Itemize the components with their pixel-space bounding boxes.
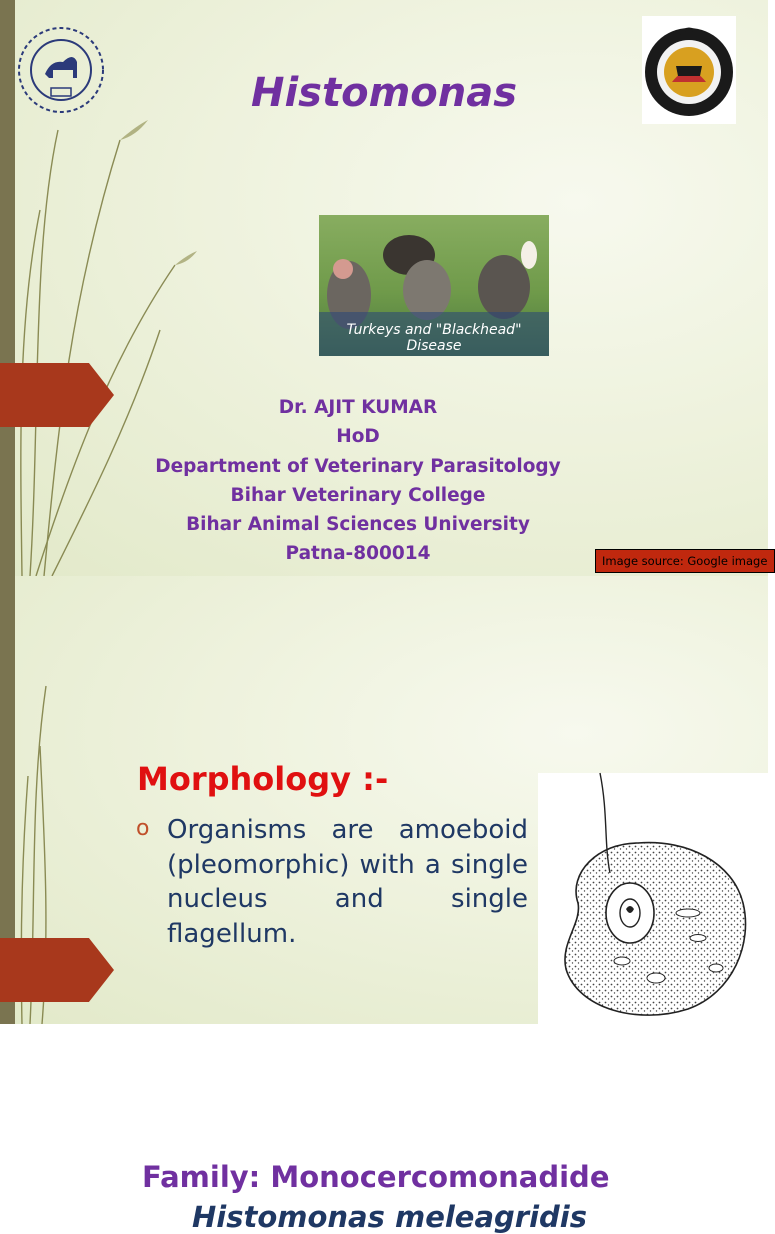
- family-heading: Family: Monocercomonadide: [142, 1160, 610, 1194]
- author-department: Department of Veterinary Parasitology: [155, 455, 561, 477]
- author-university: Bihar Animal Sciences University: [186, 514, 530, 536]
- image-source-label: Image source: Google image: [595, 549, 775, 573]
- histomonas-drawing: [538, 773, 768, 1024]
- morphology-heading: Morphology :-: [137, 760, 389, 798]
- slide-title: [0, 0, 768, 576]
- bullet-marker: o: [136, 816, 150, 841]
- author-city: Patna-800014: [285, 543, 431, 565]
- organism-illustration: [538, 773, 768, 1024]
- author-position: HoD: [336, 426, 380, 448]
- photo-caption: Turkeys and "Blackhead" Disease: [346, 322, 522, 354]
- author-college: Bihar Veterinary College: [230, 484, 486, 506]
- morphology-bullet: Organisms are amoeboid (pleomorphic) with a single nucleus and single flagellum.: [167, 815, 528, 949]
- author-block: [0, 393, 716, 569]
- turkeys-photo: [319, 215, 549, 356]
- author-name: Dr. AJIT KUMAR: [278, 397, 438, 418]
- slide-title-text: Histomonas: [250, 70, 518, 116]
- species-name: Histomonas meleagridis: [192, 1200, 587, 1234]
